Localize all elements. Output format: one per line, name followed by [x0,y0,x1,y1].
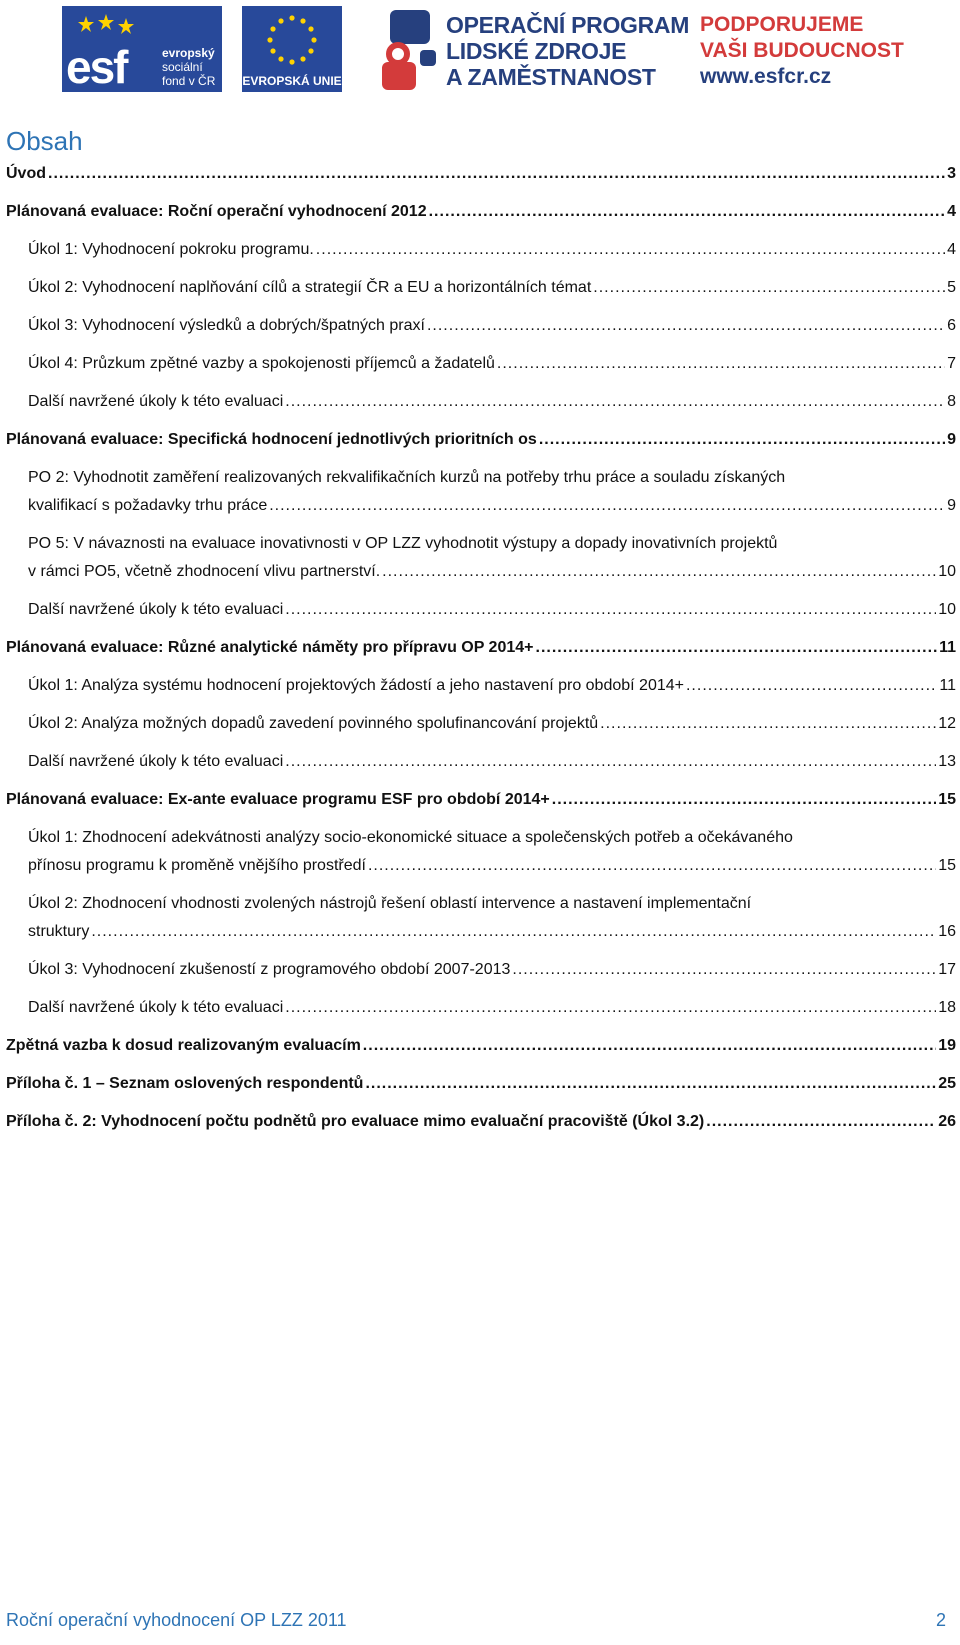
esf-logo [62,6,222,92]
toc-entry-title-continued: přínosu programu k proměně vnějšího prostředí [28,857,366,874]
page-footer [0,1610,960,1640]
toc-entry[interactable] [28,596,956,624]
toc-page-number: 19 [938,1037,956,1054]
toc-page-number: 12 [938,715,956,732]
toc-entry[interactable] [28,312,956,340]
toc-entry-title: Zpětná vazba k dosud realizovaným evaluacím [6,1037,361,1054]
toc-entry-title-continued: kvalifikací s požadavky trhu práce [28,497,268,514]
toc-leader-dots [365,1070,936,1098]
toc-entry[interactable] [6,1032,956,1060]
toc-page-number: 10 [938,563,956,580]
toc-entry[interactable] [28,672,956,700]
eu-flag-icon [242,6,342,72]
toc-entry-title: Plánovaná evaluace: Specifická hodnocení jednotlivých prioritních os [6,431,537,448]
toc-page-number: 4 [947,203,956,220]
toc-entry-title: Úkol 3: Vyhodnocení zkušeností z programového období 2007-2013 [28,961,511,978]
toc-entry[interactable] [28,274,956,302]
toc-entry[interactable] [28,464,956,520]
toc-entry[interactable] [28,994,956,1022]
toc-page-number: 18 [938,999,956,1016]
toc-entry[interactable] [28,530,956,586]
toc-entry-title-continued: struktury [28,923,90,940]
toc-entry[interactable] [6,160,956,188]
page-header [0,0,960,100]
toc-leader-dots [368,852,936,880]
toc-entry[interactable] [28,890,956,946]
toc-entry-title-continued: v rámci PO5, včetně zhodnocení vlivu partnerství. [28,563,381,580]
op-lzz-logo [376,6,696,92]
toc-leader-dots [48,160,945,188]
toc-leader-dots [316,236,945,264]
toc-leader-dots [91,918,936,946]
toc-page-number: 15 [938,791,956,808]
toc-page-number: 7 [947,355,956,372]
toc-page-number: 11 [939,677,956,694]
toc-entry-title: PO 2: Vyhodnotit zaměření realizovaných rekvalifikačních kurzů na potřeby trhu práce a souladu získaných [28,469,786,486]
toc-title: Obsah [6,126,83,156]
toc-entry-title: Plánovaná evaluace: Různé analytické náměty pro přípravu OP 2014+ [6,639,534,656]
toc-leader-dots [382,558,936,586]
toc-leader-dots [363,1032,936,1060]
toc-entry-title: Úkol 1: Analýza systému hodnocení projektových žádostí a jeho nastavení pro období 2014+ [28,677,684,694]
toc-leader-dots [600,710,936,738]
puzzle-icon [376,6,442,92]
toc-entry[interactable] [6,634,956,662]
toc-page-number: 8 [947,393,956,410]
toc-leader-dots [285,596,936,624]
toc-page-number: 9 [947,431,956,448]
toc-entry[interactable] [28,748,956,776]
eu-logo [242,6,342,92]
toc-leader-dots [497,350,945,378]
support-slogan: PODPORUJEME VAŠI BUDOUCNOST www.esfcr.cz [700,13,904,88]
toc-leader-dots [285,994,936,1022]
eu-stars-icon [76,12,136,42]
toc-entry-title: Další navržené úkoly k této evaluaci [28,393,284,410]
toc-entry-title: Příloha č. 2: Vyhodnocení počtu podnětů pro evaluace mimo evaluační pracoviště (Úkol 3.2) [6,1113,705,1130]
toc-page-number: 15 [938,857,956,874]
toc-leader-dots [706,1108,936,1136]
toc-entry[interactable] [6,1070,956,1098]
toc-entry[interactable] [6,426,956,454]
op-lzz-title: OPERAČNÍ PROGRAM LIDSKÉ ZDROJE A ZAMĚSTNANOST [446,12,690,90]
toc-leader-dots [285,388,945,416]
footer-page-number: 2 [935,1610,946,1630]
toc-leader-dots [536,634,938,662]
toc-page-number: 4 [947,241,956,258]
toc-page-number: 11 [939,639,956,656]
toc-page-number: 5 [947,279,956,296]
toc-entry-title: Úkol 2: Zhodnocení vhodnosti zvolených nástrojů řešení oblastí intervence a nastavení implementační [28,895,752,912]
toc-page-number: 6 [947,317,956,334]
toc-leader-dots [686,672,937,700]
toc-entry[interactable] [6,1108,956,1136]
esf-subtitle: evropský sociální fond v ČR [162,46,216,88]
toc-entry[interactable] [28,388,956,416]
toc-leader-dots [427,312,945,340]
toc-entry-title: Úkol 3: Vyhodnocení výsledků a dobrých/špatných praxí [28,317,425,334]
toc-page-number: 9 [947,497,956,514]
toc-leader-dots [512,956,936,984]
toc-entry[interactable] [6,786,956,814]
toc-entry-title: Úkol 2: Vyhodnocení naplňování cílů a strategií ČR a EU a horizontálních témat [28,279,592,296]
footer-title: Roční operační vyhodnocení OP LZZ 2011 [6,1610,347,1630]
toc-entry[interactable] [28,236,956,264]
toc-entry-title: Úvod [6,165,46,182]
toc-entry-title: Další navržené úkoly k této evaluaci [28,601,284,618]
toc-page-number: 3 [947,165,956,182]
toc-page-number: 13 [938,753,956,770]
toc-entry[interactable] [28,824,956,880]
toc-page-number: 16 [938,923,956,940]
toc-entry-title: Úkol 1: Zhodnocení adekvátnosti analýzy socio-ekonomické situace a společenských potřeb a očekávaného [28,829,793,846]
toc-entry-title: Úkol 1: Vyhodnocení pokroku programu. [28,241,314,258]
toc-entry[interactable] [28,710,956,738]
toc-entry-title: Úkol 2: Analýza možných dopadů zavedení povinného spolufinancování projektů [28,715,599,732]
toc-page-number: 10 [938,601,956,618]
toc-leader-dots [285,748,936,776]
toc-entry-title: PO 5: V návaznosti na evaluace inovativnosti v OP LZZ vyhodnotit výstupy a dopady inovativních projektů [28,535,778,552]
toc-entry-title: Další navržené úkoly k této evaluaci [28,999,284,1016]
toc-entry-title: Další navržené úkoly k této evaluaci [28,753,284,770]
toc-leader-dots [429,198,945,226]
toc-leader-dots [593,274,945,302]
toc-leader-dots [539,426,945,454]
toc-entry-title: Úkol 4: Průzkum zpětné vazby a spokojenosti příjemců a žadatelů [28,355,495,372]
toc-entry[interactable] [28,350,956,378]
toc-leader-dots [269,492,945,520]
support-url[interactable]: www.esfcr.cz [700,65,832,88]
toc-page-number: 17 [938,961,956,978]
toc-entry-title: Plánovaná evaluace: Roční operační vyhodnocení 2012 [6,203,427,220]
esf-wordmark: esf [66,41,127,92]
toc-page-number: 25 [938,1075,956,1092]
toc-page-number: 26 [938,1113,956,1130]
eu-label: EVROPSKÁ UNIE [242,74,342,88]
toc-entry-title: Plánovaná evaluace: Ex-ante evaluace programu ESF pro období 2014+ [6,791,550,808]
toc-leader-dots [552,786,936,814]
toc-entry[interactable] [6,198,956,226]
toc-entry[interactable] [28,956,956,984]
toc-entry-title: Příloha č. 1 – Seznam oslovených respondentů [6,1075,364,1092]
